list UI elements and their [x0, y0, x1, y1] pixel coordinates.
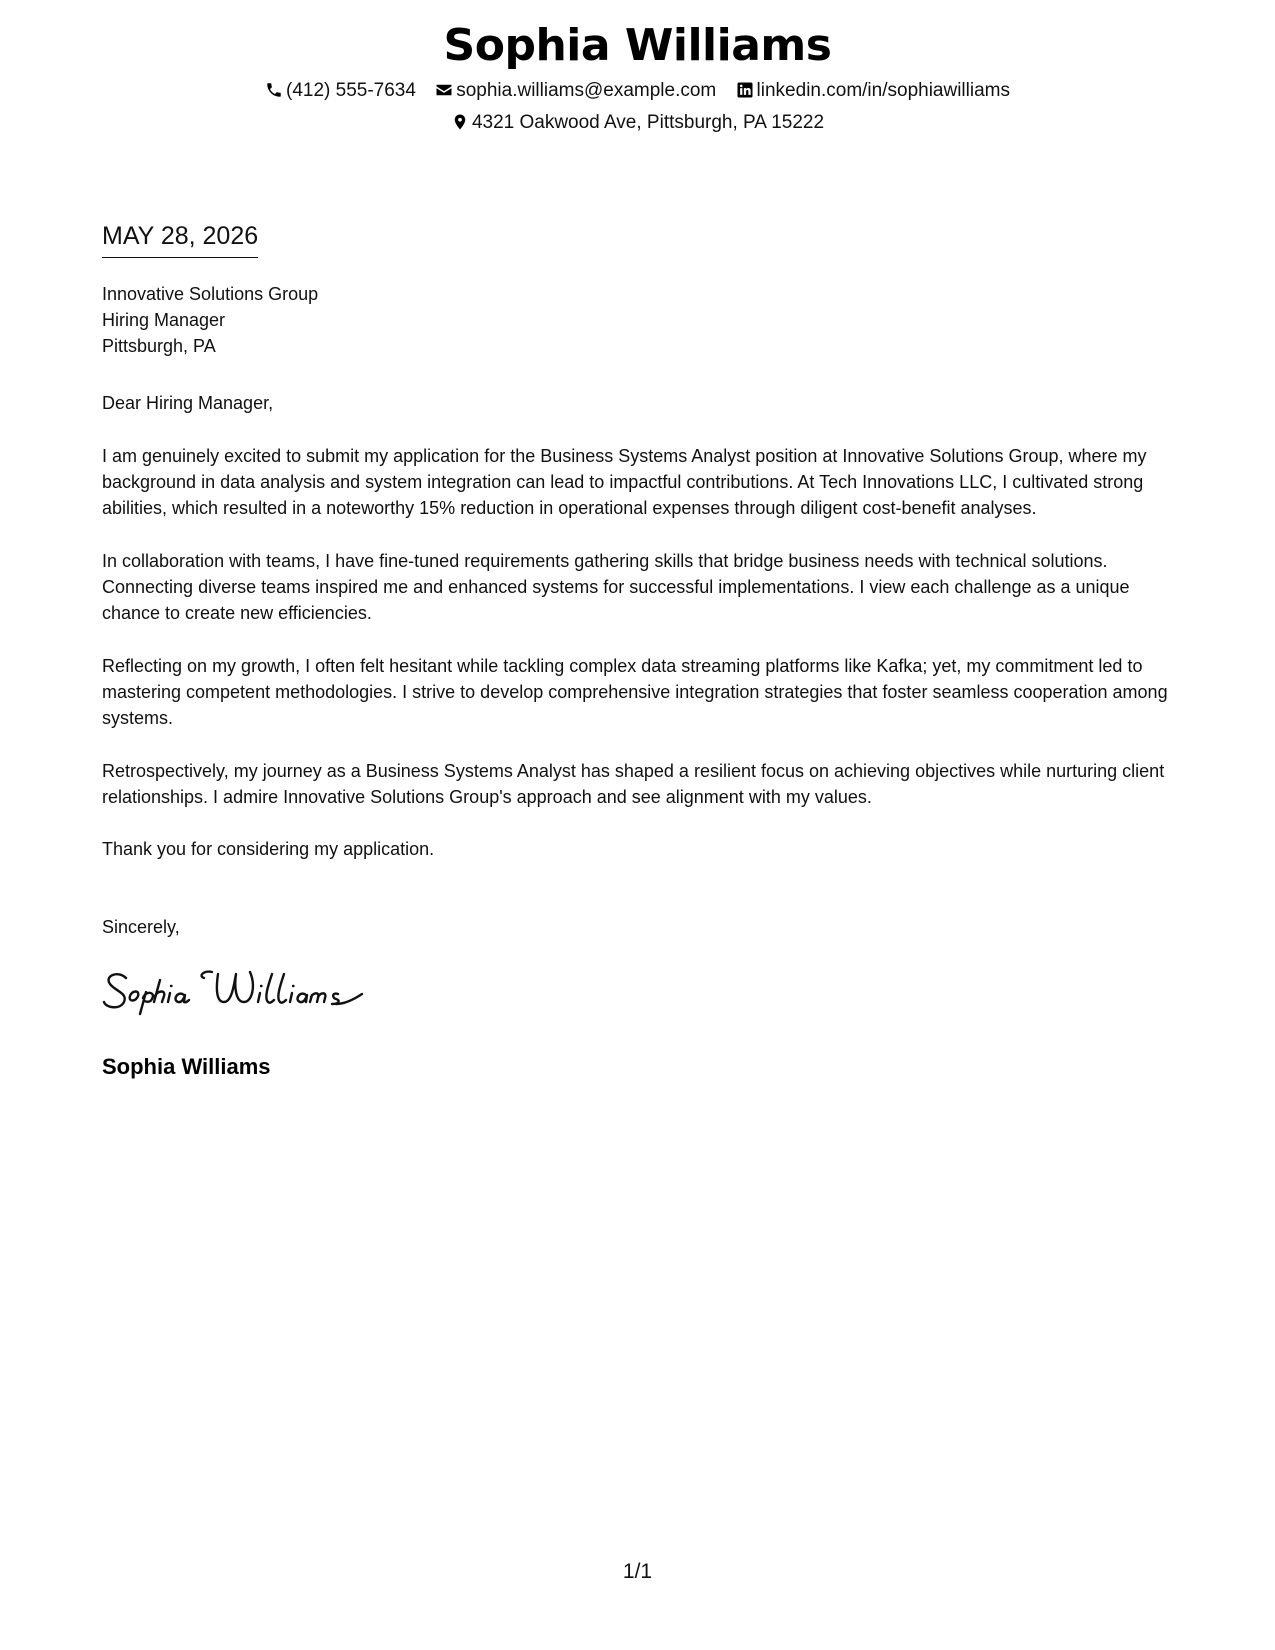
linkedin-icon — [736, 81, 754, 99]
recipient-title: Hiring Manager — [102, 310, 226, 330]
recipient-block — [102, 281, 1182, 359]
body-paragraph: Retrospectively, my journey as a Business Systems Analyst has shaped a resilient focus on achieving objectives while nurturing client relationships. I admire Innovative Solutions Group's approach and see alignment with my values. — [102, 761, 1165, 807]
street-address: 4321 Oakwood Ave, Pittsburgh, PA 15222 — [471, 112, 825, 133]
email-address[interactable]: sophia.williams@example.com — [456, 80, 717, 101]
envelope-icon — [435, 81, 453, 99]
body-paragraph: Reflecting on my growth, I often felt hesitant while tackling complex data streaming platforms like Kafka; yet, my commitment led to mastering competent methodologies. I strive to develop comprehensive integration strategies that foster seamless cooperation among systems. — [102, 656, 1168, 728]
map-pin-icon — [451, 113, 469, 131]
body-paragraph: In collaboration with teams, I have fine-tuned requirements gathering skills that bridge business needs with technical solutions. Connecting diverse teams inspired me and enhanced systems for successful implementations. I view each challenge as a unique chance to create new efficiencies. — [102, 551, 1130, 623]
linkedin-item[interactable] — [736, 80, 1010, 102]
address-item — [451, 112, 824, 134]
address-row — [0, 112, 1275, 134]
letter-date: MAY 28, 2026 — [102, 222, 258, 258]
handwritten-signature — [100, 962, 380, 1022]
page-number: 1/1 — [622, 1560, 653, 1583]
thank-you-line: Thank you for considering my application. — [102, 839, 435, 859]
linkedin-url[interactable]: linkedin.com/in/sophiawilliams — [756, 80, 1010, 101]
phone-icon — [265, 81, 283, 99]
salutation: Dear Hiring Manager, — [102, 393, 274, 413]
phone-item — [265, 80, 416, 102]
signer-name: Sophia Williams — [102, 1054, 271, 1079]
closing-line: Sincerely, — [102, 917, 180, 937]
phone-number: (412) 555-7634 — [286, 80, 416, 101]
contact-info — [0, 80, 1275, 102]
recipient-location: Pittsburgh, PA — [102, 336, 216, 356]
applicant-name: Sophia Williams — [443, 20, 832, 71]
body-paragraph: I am genuinely excited to submit my application for the Business Systems Analyst position at Innovative Solutions Group, where my background in data analysis and system integration can lead to impactful contributions. At Tech Innovations LLC, I cultivated strong abilities, which resulted in a noteworthy 15% reduction in operational expenses through diligent cost-benefit analyses. — [102, 446, 1147, 518]
email-item[interactable] — [435, 80, 716, 102]
recipient-company: Innovative Solutions Group — [102, 284, 319, 304]
